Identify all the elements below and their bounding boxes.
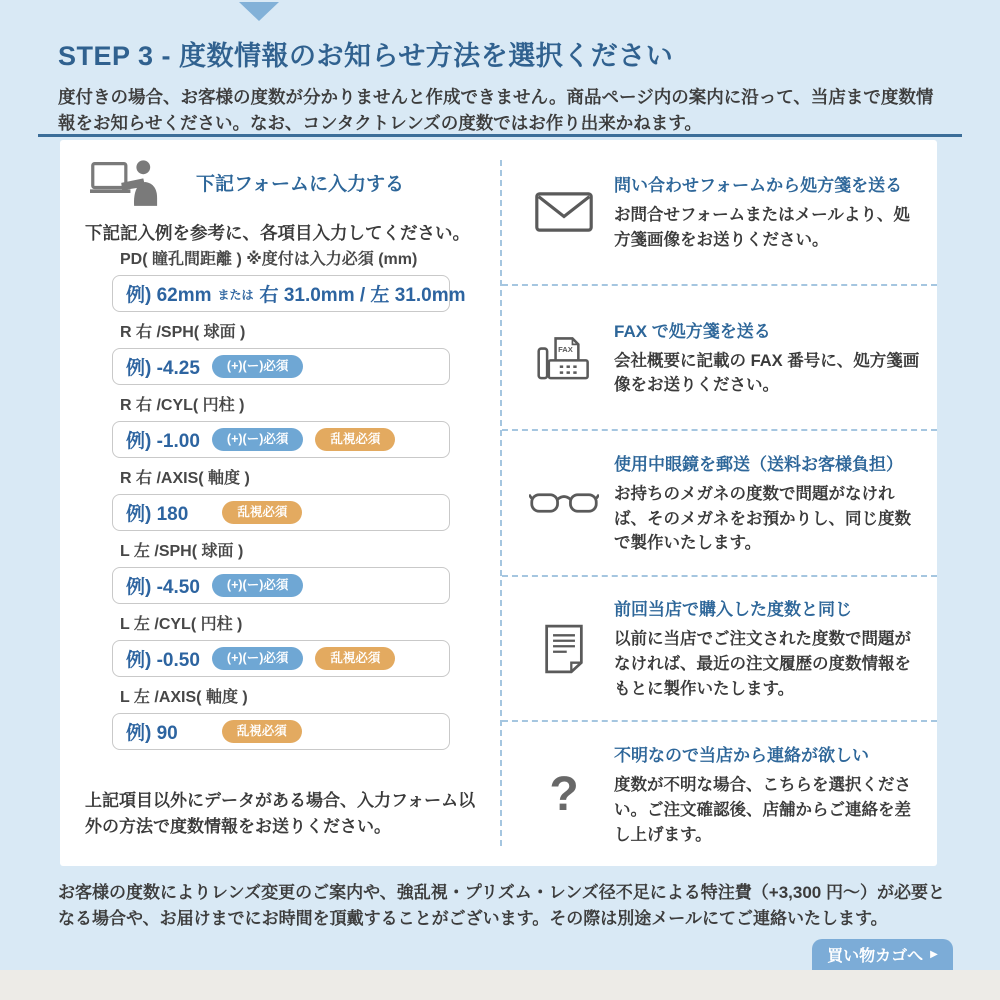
- intro-text: 度付きの場合、お客様の度数が分かりませんと作成できません。商品ページ内の案内に沿って、当店まで度数情報をお知らせください。なお、コンタクトレンズの度数ではお作り出来かねます。: [58, 87, 934, 134]
- prescription-methods-card: [60, 140, 937, 866]
- field-label-r-cyl: R 右 /CYL( 円柱 ): [120, 397, 245, 414]
- cart-button[interactable]: [812, 939, 953, 970]
- plus-minus-required-badge: (+)(ー)必須: [212, 647, 303, 670]
- method-description: 度数が不明な場合、こちらを選択ください。ご注文確認後、店舗からご連絡を差し上げます。: [614, 776, 911, 844]
- method-mail-glasses: [502, 431, 937, 577]
- method-fax: [502, 286, 937, 432]
- plus-minus-required-badge: (+)(ー)必須: [212, 428, 303, 451]
- method-description: お問合せフォームまたはメールより、処方箋画像をお送りください。: [614, 206, 910, 249]
- example-value: 例) -1.00: [126, 431, 200, 452]
- form-input-method-section: [60, 140, 500, 866]
- form-method-subtitle: 下記記入例を参考に、各項目入力してください。: [85, 223, 470, 243]
- form-method-title: 下記フォームに入力する: [196, 173, 405, 195]
- method-previous-order: [502, 577, 937, 723]
- surcharge-notice: お客様の度数によりレンズ変更のご案内や、強乱視・プリズム・レンズ径不足による特注費（+3,300 円〜）が必要となる場合や、お届けまでにお時間を頂戴することがございます。その際は別途メールにてご連絡いたします。: [58, 883, 945, 929]
- method-unknown-contact-me: [502, 722, 937, 866]
- step-pointer-triangle: [239, 2, 279, 21]
- section-divider-line: [38, 134, 962, 137]
- example-value-2: 右 31.0mm / 左 31.0mm: [259, 285, 466, 306]
- astigmatism-required-badge: 乱視必須: [315, 647, 395, 670]
- method-title: 前回当店で購入した度数と同じ: [614, 600, 852, 620]
- plus-minus-required-badge: (+)(ー)必須: [212, 574, 303, 597]
- example-value: 例) -4.25: [126, 358, 200, 379]
- astigmatism-required-badge: 乱視必須: [222, 720, 302, 743]
- envelope-icon: [514, 192, 614, 232]
- method-title: FAX で処方箋を送る: [614, 321, 771, 341]
- example-value: 例) -4.50: [126, 577, 200, 598]
- form-method-header: [90, 158, 404, 206]
- field-label-r-sph: R 右 /SPH( 球面 ): [120, 324, 246, 341]
- method-description: 会社概要に記載の FAX 番号に、処方箋画像をお送りください。: [614, 351, 920, 395]
- field-example-pd: [112, 275, 466, 312]
- field-label-pd: PD( 瞳孔間距離 ) ※度付は入力必須 (mm): [120, 251, 418, 268]
- question-icon: ?: [549, 767, 579, 821]
- plus-minus-required-badge: (+)(ー)必須: [212, 355, 303, 378]
- field-label-l-axis: L 左 /AXIS( 軸度 ): [120, 689, 248, 706]
- field-label-l-sph: L 左 /SPH( 球面 ): [120, 543, 244, 560]
- field-example-l-sph: [112, 567, 450, 604]
- method-title: 使用中眼鏡を郵送（送料お客様負担）: [614, 454, 903, 474]
- field-example-r-cyl: [112, 421, 450, 458]
- svg-text:FAX: FAX: [558, 345, 573, 355]
- method-description: 以前に当店でご注文された度数で問題がなければ、最近の注文履歴の度数情報をもとに製作いたします。: [614, 630, 911, 698]
- field-example-l-axis: [112, 713, 450, 750]
- cart-button-label: 買い物カゴへ: [827, 948, 924, 965]
- arrow-right-icon: ▶: [930, 949, 938, 960]
- field-label-r-axis: R 右 /AXIS( 軸度 ): [120, 470, 250, 487]
- document-icon: [514, 623, 614, 675]
- computer-input-icon: [90, 158, 158, 206]
- example-value: 例) 180: [126, 504, 189, 525]
- form-extra-data-note: 上記項目以外にデータがある場合、入力フォーム以外の方法で度数情報をお送りください。: [85, 791, 476, 837]
- method-title: 問い合わせフォームから処方箋を送る: [614, 176, 903, 196]
- field-example-r-sph: [112, 348, 450, 385]
- field-example-l-cyl: [112, 640, 450, 677]
- prescription-example-form: [112, 250, 466, 761]
- example-value: 例) -0.50: [126, 650, 200, 671]
- glasses-icon: [514, 490, 614, 516]
- example-value: 例) 62mm: [126, 285, 212, 306]
- method-description: お持ちのメガネの度数で問題がなければ、そのメガネをお預かりし、同じ度数で製作いたします。: [614, 484, 911, 553]
- field-example-r-axis: [112, 494, 450, 531]
- astigmatism-required-badge: 乱視必須: [222, 501, 302, 524]
- field-label-l-cyl: L 左 /CYL( 円柱 ): [120, 616, 243, 633]
- method-title: 不明なので当店から連絡が欲しい: [614, 746, 869, 766]
- method-contact-form: [502, 140, 937, 286]
- alternative-methods-section: [502, 140, 937, 866]
- page-bottom-strip: [0, 970, 1000, 1000]
- page-title: STEP 3 - 度数情報のお知らせ方法を選択ください: [58, 41, 674, 71]
- example-connector: または: [217, 288, 254, 302]
- example-value: 例) 90: [126, 723, 178, 744]
- astigmatism-required-badge: 乱視必須: [315, 428, 395, 451]
- fax-icon: [514, 334, 614, 380]
